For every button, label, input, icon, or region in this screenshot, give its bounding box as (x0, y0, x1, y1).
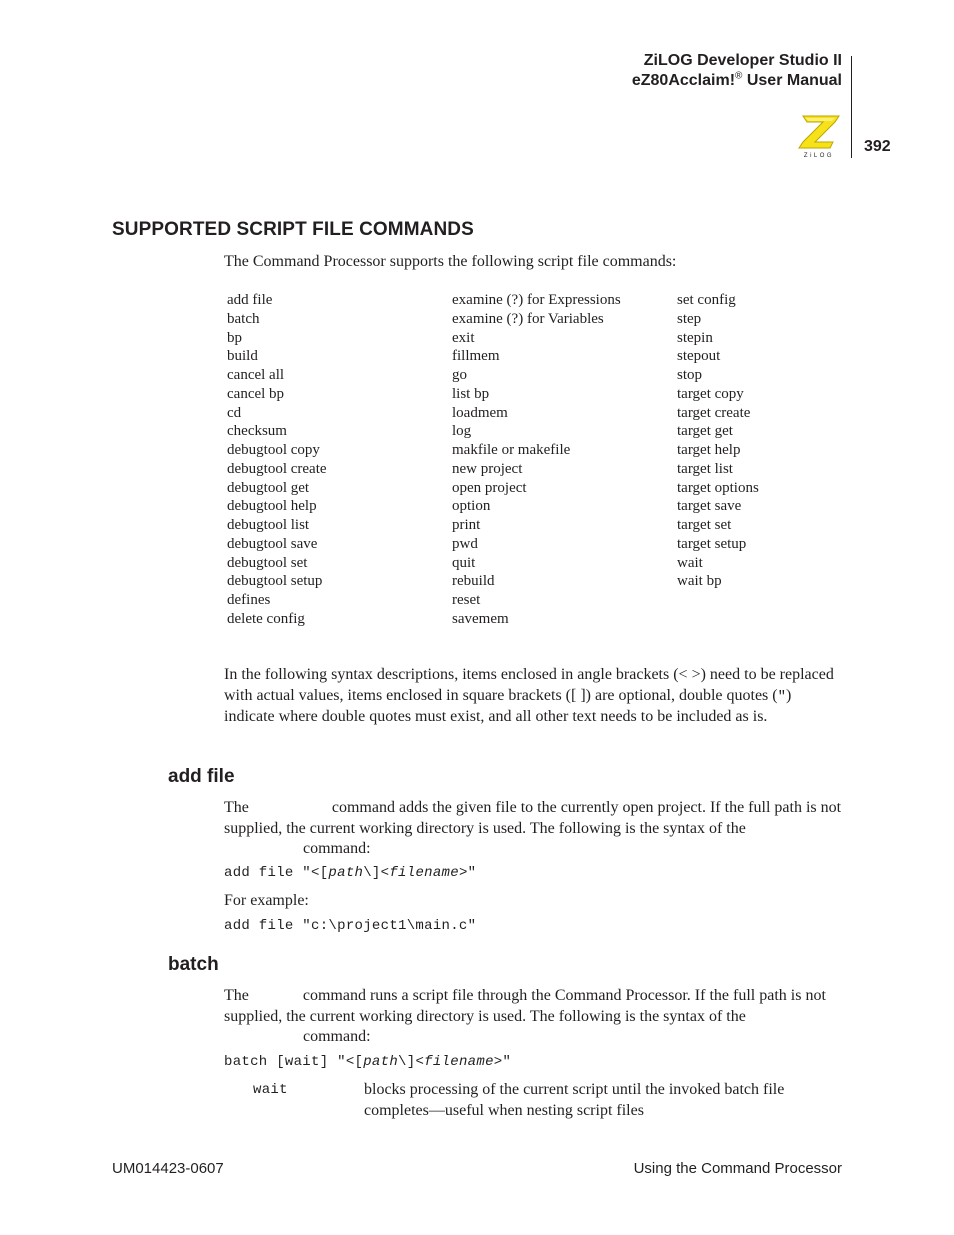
batch-description (224, 986, 844, 1048)
add-file-desc-command: command: (303, 840, 371, 857)
batch-desc-the: The (224, 987, 249, 1004)
footer-section-name: Using the Command Processor (633, 1160, 842, 1177)
syntax-note-part2: ) indicate where double quotes must exist, and all other text needs to be included as is. (224, 686, 792, 725)
command-item: cancel all (227, 367, 285, 383)
command-item: debugtool set (227, 554, 308, 571)
command-item: stepin (677, 329, 713, 346)
command-item: examine (?) for Variables (452, 310, 604, 327)
command-item: batch (227, 310, 260, 327)
header-divider (851, 56, 852, 158)
command-item: defines (227, 592, 271, 608)
command-item: examine (?) for Expressions (452, 292, 621, 308)
add-file-example-code: add file "c:\project1\main.c" (224, 918, 477, 934)
batch-syntax: batch [wait] "<[path\]<filename>" (224, 1054, 512, 1070)
commands-table (227, 291, 827, 629)
command-item: target create (677, 404, 751, 421)
command-item: cd (227, 404, 242, 421)
command-item: debugtool get (227, 479, 310, 496)
command-item: debugtool setup (227, 573, 323, 590)
command-item: wait bp (677, 573, 722, 590)
syntax-note-part1: In the following syntax descriptions, items enclosed in angle brackets (< >) need to be replaced with actual values, items enclosed in square brackets ([ ]) are optional, double quotes ( (224, 666, 834, 704)
command-item: exit (452, 329, 475, 346)
command-item: stop (677, 367, 703, 383)
commands-column-1 (227, 291, 452, 629)
batch-heading: batch (168, 954, 219, 975)
add-file-example-label: For example: (224, 892, 309, 909)
command-item: wait (677, 554, 703, 571)
command-item: build (227, 348, 258, 365)
double-quote-glyph: " (777, 688, 786, 705)
header-title-line1: ZiLOG Developer Studio II (643, 52, 842, 69)
command-item: loadmem (452, 404, 508, 421)
command-item: quit (452, 554, 476, 571)
command-item: target setup (677, 535, 747, 552)
product-name: eZ80Acclaim! (631, 72, 736, 89)
command-item: debugtool save (227, 535, 318, 552)
command-item: go (452, 367, 467, 383)
command-item: cancel bp (227, 385, 285, 402)
syntax-note (224, 665, 844, 728)
command-item: target get (677, 423, 733, 440)
command-item: checksum (227, 423, 287, 440)
command-item: delete config (227, 610, 305, 627)
add-file-heading: add file (168, 766, 235, 787)
registered-mark: ® (735, 70, 743, 82)
command-item: bp (227, 329, 242, 346)
logo-text: ZiLOG (803, 153, 835, 159)
command-item: list bp (452, 385, 490, 402)
command-item: log (452, 423, 472, 440)
command-item: fillmem (452, 348, 500, 365)
add-file-syntax: add file "<[path\]<filename>" (224, 865, 477, 881)
command-item: rebuild (452, 573, 495, 590)
command-item: option (452, 498, 491, 515)
command-item: new project (452, 460, 523, 477)
command-item: target save (677, 498, 742, 515)
batch-desc-command: command: (303, 1028, 371, 1045)
batch-desc-body: command runs a script file through the Command Processor. If the full path is not supplied, the current working directory is used. The following is the syntax of the (224, 987, 826, 1025)
command-item: target help (677, 442, 741, 458)
wait-parameter-description: blocks processing of the current script until the invoked batch file completes—useful when nesting script files (364, 1081, 785, 1119)
command-item: savemem (452, 610, 509, 627)
manual-type: User Manual (742, 72, 842, 89)
add-file-desc-the: The (224, 799, 249, 816)
add-file-desc-body: command adds the given file to the currently open project. If the full path is not supplied, the current working directory is used. The following is the syntax of the (224, 799, 842, 837)
section-heading: SUPPORTED SCRIPT FILE COMMANDS (112, 219, 474, 240)
commands-column-2 (452, 291, 677, 629)
command-item: target list (677, 460, 733, 477)
command-item: step (677, 310, 702, 327)
zilog-logo-icon (795, 112, 843, 160)
command-item: target copy (677, 385, 744, 402)
page-number: 392 (864, 138, 891, 155)
header-title-line2 (632, 72, 842, 90)
command-item: target options (677, 479, 759, 496)
footer-doc-id: UM014423-0607 (112, 1160, 224, 1177)
command-item: stepout (677, 348, 721, 365)
command-item: print (452, 517, 481, 533)
command-item: open project (452, 479, 527, 496)
command-item: target set (677, 517, 732, 533)
command-item: debugtool help (227, 498, 317, 515)
command-item: debugtool copy (227, 442, 320, 458)
add-file-description (224, 798, 844, 860)
command-item: pwd (452, 535, 478, 552)
command-item: set config (677, 292, 736, 308)
command-item: debugtool create (227, 460, 327, 477)
wait-parameter-term: wait (253, 1082, 288, 1098)
section-intro: The Command Processor supports the following script file commands: (224, 253, 677, 270)
commands-column-3 (677, 291, 827, 629)
command-item: reset (452, 592, 481, 608)
command-item: debugtool list (227, 517, 310, 533)
command-item: makfile or makefile (452, 442, 571, 458)
command-item: add file (227, 292, 273, 308)
